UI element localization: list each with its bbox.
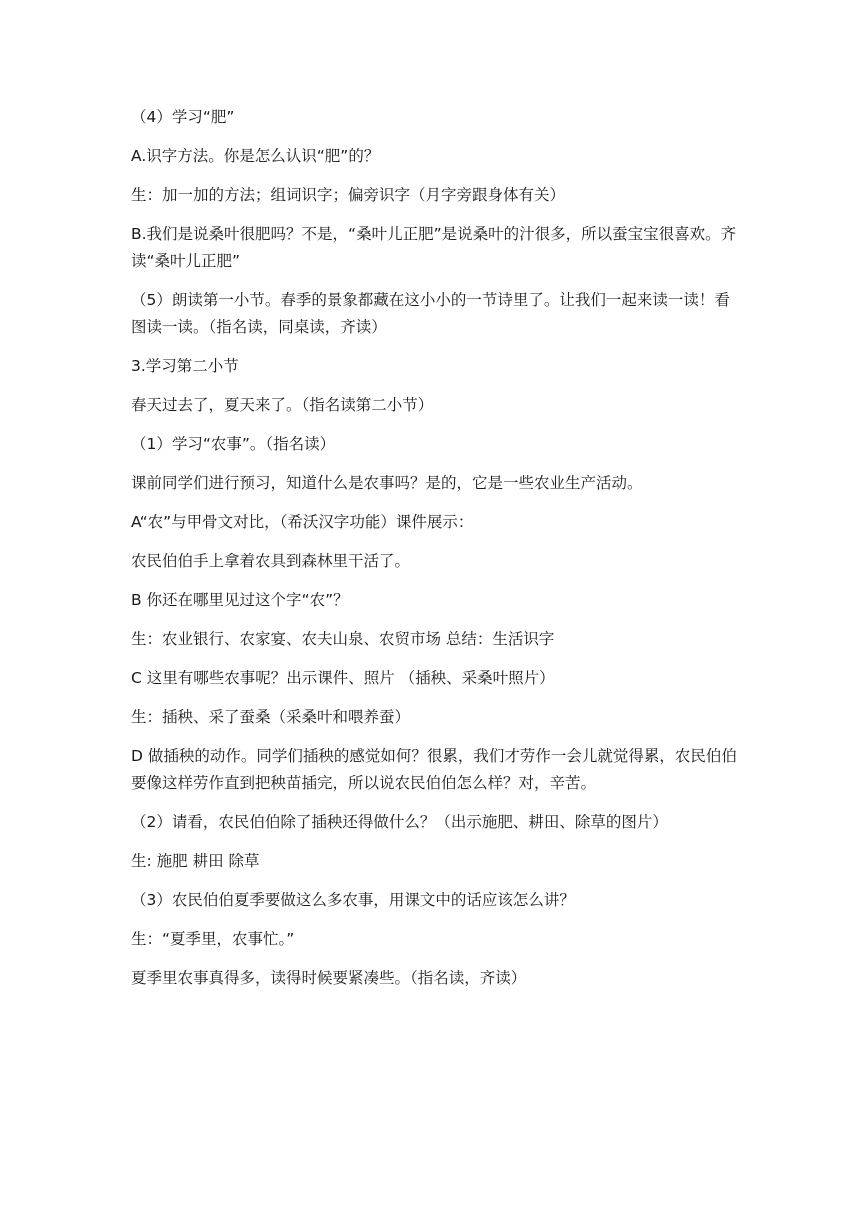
- document-body: [131, 104, 741, 1004]
- paragraph-student-other-farmwork: 生: 施肥 耕田 除草: [131, 852, 260, 870]
- heading-second-section: 3.学习第二小节: [131, 357, 239, 375]
- paragraph-where-seen-nong: B 你还在哪里见过这个字“农”？: [131, 591, 349, 609]
- paragraph-mulberry-leaf: B.我们是说桑叶很肥吗？不是，“桑叶儿正肥”是说桑叶的汁很多，所以蚕宝宝很喜欢。齐读“桑叶儿正肥”: [131, 225, 737, 270]
- paragraph-farmer-tools: 农民伯伯手上拿着农具到森林里干活了。: [131, 552, 411, 570]
- paragraph-transplant-action: D 做插秧的动作。同学们插秧的感觉如何？很累，我们才劳作一会儿就觉得累，农民伯伯要像这样劳作直到把秧苗插完，所以说农民伯伯怎么样？对，辛苦。: [131, 747, 737, 792]
- paragraph-which-farmwork: C 这里有哪些农事呢？出示课件、照片 （插秧、采桑叶照片）: [131, 669, 555, 687]
- paragraph-student-quote: 生：“夏季里，农事忙。”: [131, 930, 295, 948]
- paragraph-summer-came: 春天过去了，夏天来了。（指名读第二小节）: [131, 396, 434, 414]
- paragraph-read-first-section: （5）朗读第一小节。春季的景象都藏在这小小的一节诗里了。让我们一起来读一读！看图读一读。（指名读，同桌读，齐读）: [131, 291, 730, 336]
- paragraph-student-farmwork: 生：插秧、采了蚕桑（采桑叶和喂养蚕）: [131, 708, 411, 726]
- paragraph-fei-method: A.识字方法。你是怎么认识“肥”的？: [131, 147, 380, 165]
- heading-learn-nongshi: （1）学习“农事”。（指名读）: [131, 435, 336, 453]
- paragraph-text-phrase-question: （3）农民伯伯夏季要做这么多农事，用课文中的话应该怎么讲？: [131, 891, 575, 909]
- paragraph-student-answer-fei: 生：加一加的方法；组词识字；偏旁识字（月字旁跟身体有关）: [131, 186, 566, 204]
- paragraph-nongshi-meaning: 课前同学们进行预习，知道什么是农事吗？是的，它是一些农业生产活动。: [131, 474, 643, 492]
- heading-learn-fei: （4）学习“肥”: [131, 108, 235, 126]
- paragraph-read-compactly: 夏季里农事真得多，读得时候要紧凑些。（指名读，齐读）: [131, 969, 527, 987]
- paragraph-student-nong-examples: 生：农业银行、农家宴、农夫山泉、农贸市场 总结：生活识字: [131, 630, 555, 648]
- paragraph-other-farmwork: （2）请看，农民伯伯除了插秧还得做什么？（出示施肥、耕田、除草的图片）: [131, 813, 668, 831]
- paragraph-nong-oracle: A“农”与甲骨文对比，（希沃汉字功能）课件展示：: [131, 513, 474, 531]
